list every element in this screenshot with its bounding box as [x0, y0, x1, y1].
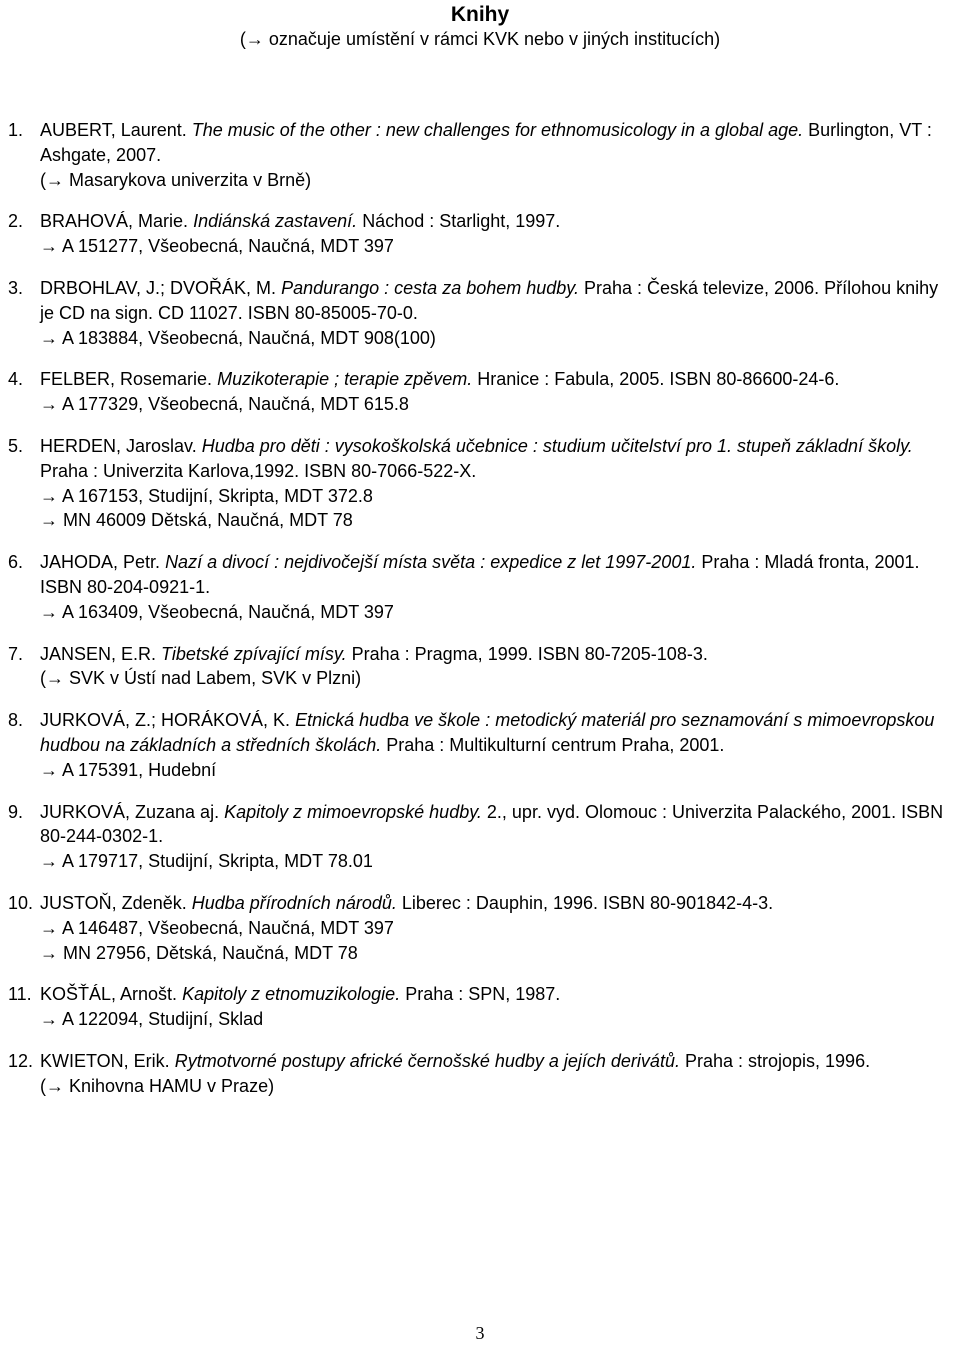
entry-location: (→ Knihovna HAMU v Praze): [40, 1075, 275, 1096]
entry-number: 12.: [8, 1050, 34, 1071]
bibliography-entry: [0, 708, 960, 782]
entry-publication: Burlington, VT : Ashgate, 2007.: [40, 120, 932, 165]
entry-body: [40, 800, 954, 874]
entry-author: JURKOVÁ, Z.; HORÁKOVÁ, K.: [40, 710, 291, 731]
entry-number: 9.: [8, 801, 24, 822]
bibliography-entry: [0, 550, 960, 624]
entry-title: Kapitoly z mimoevropské hudby.: [224, 801, 482, 822]
bibliography-entry: [0, 118, 960, 192]
entry-number: 7.: [8, 643, 24, 664]
entry-author: FELBER, Rosemarie.: [40, 369, 213, 390]
entry-author: KOŠŤÁL, Arnošt.: [40, 984, 178, 1005]
entry-author: JANSEN, E.R.: [40, 643, 157, 664]
entry-number: 4.: [8, 369, 24, 390]
entry-location: → A 183884, Všeobecná, Naučná, MDT 908(100): [40, 327, 436, 348]
entry-body: [40, 367, 954, 417]
entry-author: HERDEN, Jaroslav.: [40, 435, 197, 456]
entry-title: Pandurango : cesta za bohem hudby.: [281, 277, 579, 298]
entry-location: → A 163409, Všeobecná, Naučná, MDT 397: [40, 601, 394, 622]
entry-publication: Liberec : Dauphin, 1996. ISBN 80-901842-4-3.: [401, 892, 774, 913]
entry-title: Nazí a divocí : nejdivočejší místa světa : expedice z let 1997-2001.: [165, 552, 697, 573]
entry-publication: Praha : SPN, 1987.: [405, 984, 561, 1005]
entry-author: KWIETON, Erik.: [40, 1050, 170, 1071]
entry-number: 6.: [8, 552, 24, 573]
bibliography-entry: [0, 982, 960, 1032]
bibliography-entry: [0, 800, 960, 874]
entry-body: [40, 891, 954, 965]
entry-number: 2.: [8, 211, 24, 232]
entry-publication: Praha : strojopis, 1996.: [684, 1050, 871, 1071]
bibliography-list: [0, 118, 960, 1116]
bibliography-entry: [0, 367, 960, 417]
bibliography-entry: [0, 276, 960, 350]
entry-author: BRAHOVÁ, Marie.: [40, 211, 189, 232]
entry-location: → A 151277, Všeobecná, Naučná, MDT 397: [40, 236, 394, 257]
entry-author: DRBOHLAV, J.; DVOŘÁK, M.: [40, 277, 277, 298]
entry-title: Muzikoterapie ; terapie zpěvem.: [217, 369, 473, 390]
entry-body: [40, 209, 954, 259]
entry-location: (→ Masarykova univerzita v Brně): [40, 169, 312, 190]
entry-author: AUBERT, Laurent.: [40, 120, 187, 140]
entry-body: [40, 708, 954, 782]
entry-body: [40, 434, 954, 533]
entry-location: (→ SVK v Ústí nad Labem, SVK v Plzni): [40, 668, 362, 689]
entry-number: 8.: [8, 710, 24, 731]
entry-body: [40, 1049, 954, 1099]
entry-body: [40, 642, 954, 692]
entry-publication: Praha : Multikulturní centrum Praha, 2001.: [386, 734, 725, 755]
entry-title: Tibetské zpívající mísy.: [161, 643, 347, 664]
entry-publication: Praha : Mladá fronta, 2001. ISBN 80-204-0921-1.: [40, 552, 920, 597]
page-subtitle: (→ označuje umístění v rámci KVK nebo v jiných institucích): [239, 29, 721, 49]
entry-title: Rytmotvorné postupy africké černošské hudby a jejích derivátů.: [174, 1050, 680, 1071]
entry-location: → MN 27956, Dětská, Naučná, MDT 78: [40, 942, 358, 963]
entry-publication: Praha : Pragma, 1999. ISBN 80-7205-108-3.: [351, 643, 708, 664]
bibliography-entry: [0, 891, 960, 965]
bibliography-entry: [0, 209, 960, 259]
entry-publication: 2., upr. vyd. Olomouc : Univerzita Palackého, 2001. ISBN 80-244-0302-1.: [40, 801, 944, 847]
entry-title: Hudba pro děti : vysokoškolská učebnice : studium učitelství pro 1. stupeň základní školy.: [201, 435, 913, 456]
entry-body: [40, 118, 954, 192]
entry-number: 5.: [8, 435, 24, 456]
entry-location: → A 146487, Všeobecná, Naučná, MDT 397: [40, 917, 394, 938]
entry-title: Indiánská zastavení.: [193, 211, 358, 232]
entry-number: 10.: [8, 892, 34, 913]
entry-publication: Náchod : Starlight, 1997.: [362, 211, 561, 232]
bibliography-entry: [0, 1049, 960, 1099]
entry-title: Etnická hudba ve škole : metodický materiál pro seznamování s mimoevropskou hudbou na základních a středních školách.: [40, 710, 935, 755]
entry-location: → MN 46009 Dětská, Naučná, MDT 78: [40, 510, 353, 531]
document-header: [0, 0, 960, 51]
bibliography-entry: [0, 434, 960, 533]
entry-title: Hudba přírodních národů.: [191, 892, 397, 913]
entry-location: → A 175391, Hudební: [40, 759, 217, 780]
entry-publication: Hranice : Fabula, 2005. ISBN 80-86600-24-6.: [477, 369, 840, 390]
entry-number: 1.: [8, 120, 24, 140]
entry-publication: Praha : Česká televize, 2006. Přílohou knihy je CD na sign. CD 11027. ISBN 80-85005-70-0.: [40, 277, 939, 323]
page-number: 3: [475, 1323, 485, 1343]
entry-location: → A 167153, Studijní, Skripta, MDT 372.8: [40, 485, 373, 506]
entry-body: [40, 982, 954, 1032]
entry-title: Kapitoly z etnomuzikologie.: [182, 984, 401, 1005]
entry-body: [40, 550, 954, 624]
bibliography-entry: [0, 642, 960, 692]
page-title: Knihy: [450, 3, 510, 26]
entry-number: 3.: [8, 277, 24, 298]
entry-author: JAHODA, Petr.: [40, 552, 161, 573]
entry-number: 11.: [8, 984, 32, 1005]
entry-publication: Praha : Univerzita Karlova,1992. ISBN 80-7066-522-X.: [40, 460, 477, 481]
entry-location: → A 122094, Studijní, Sklad: [40, 1009, 264, 1030]
entry-location: → A 177329, Všeobecná, Naučná, MDT 615.8: [40, 394, 409, 415]
entry-title: The music of the other : new challenges for ethnomusicology in a global age.: [191, 120, 804, 140]
entry-author: JURKOVÁ, Zuzana aj.: [40, 801, 220, 822]
entry-author: JUSTOŇ, Zdeněk.: [40, 892, 187, 913]
entry-location: → A 179717, Studijní, Skripta, MDT 78.01: [40, 851, 373, 872]
entry-body: [40, 276, 954, 350]
